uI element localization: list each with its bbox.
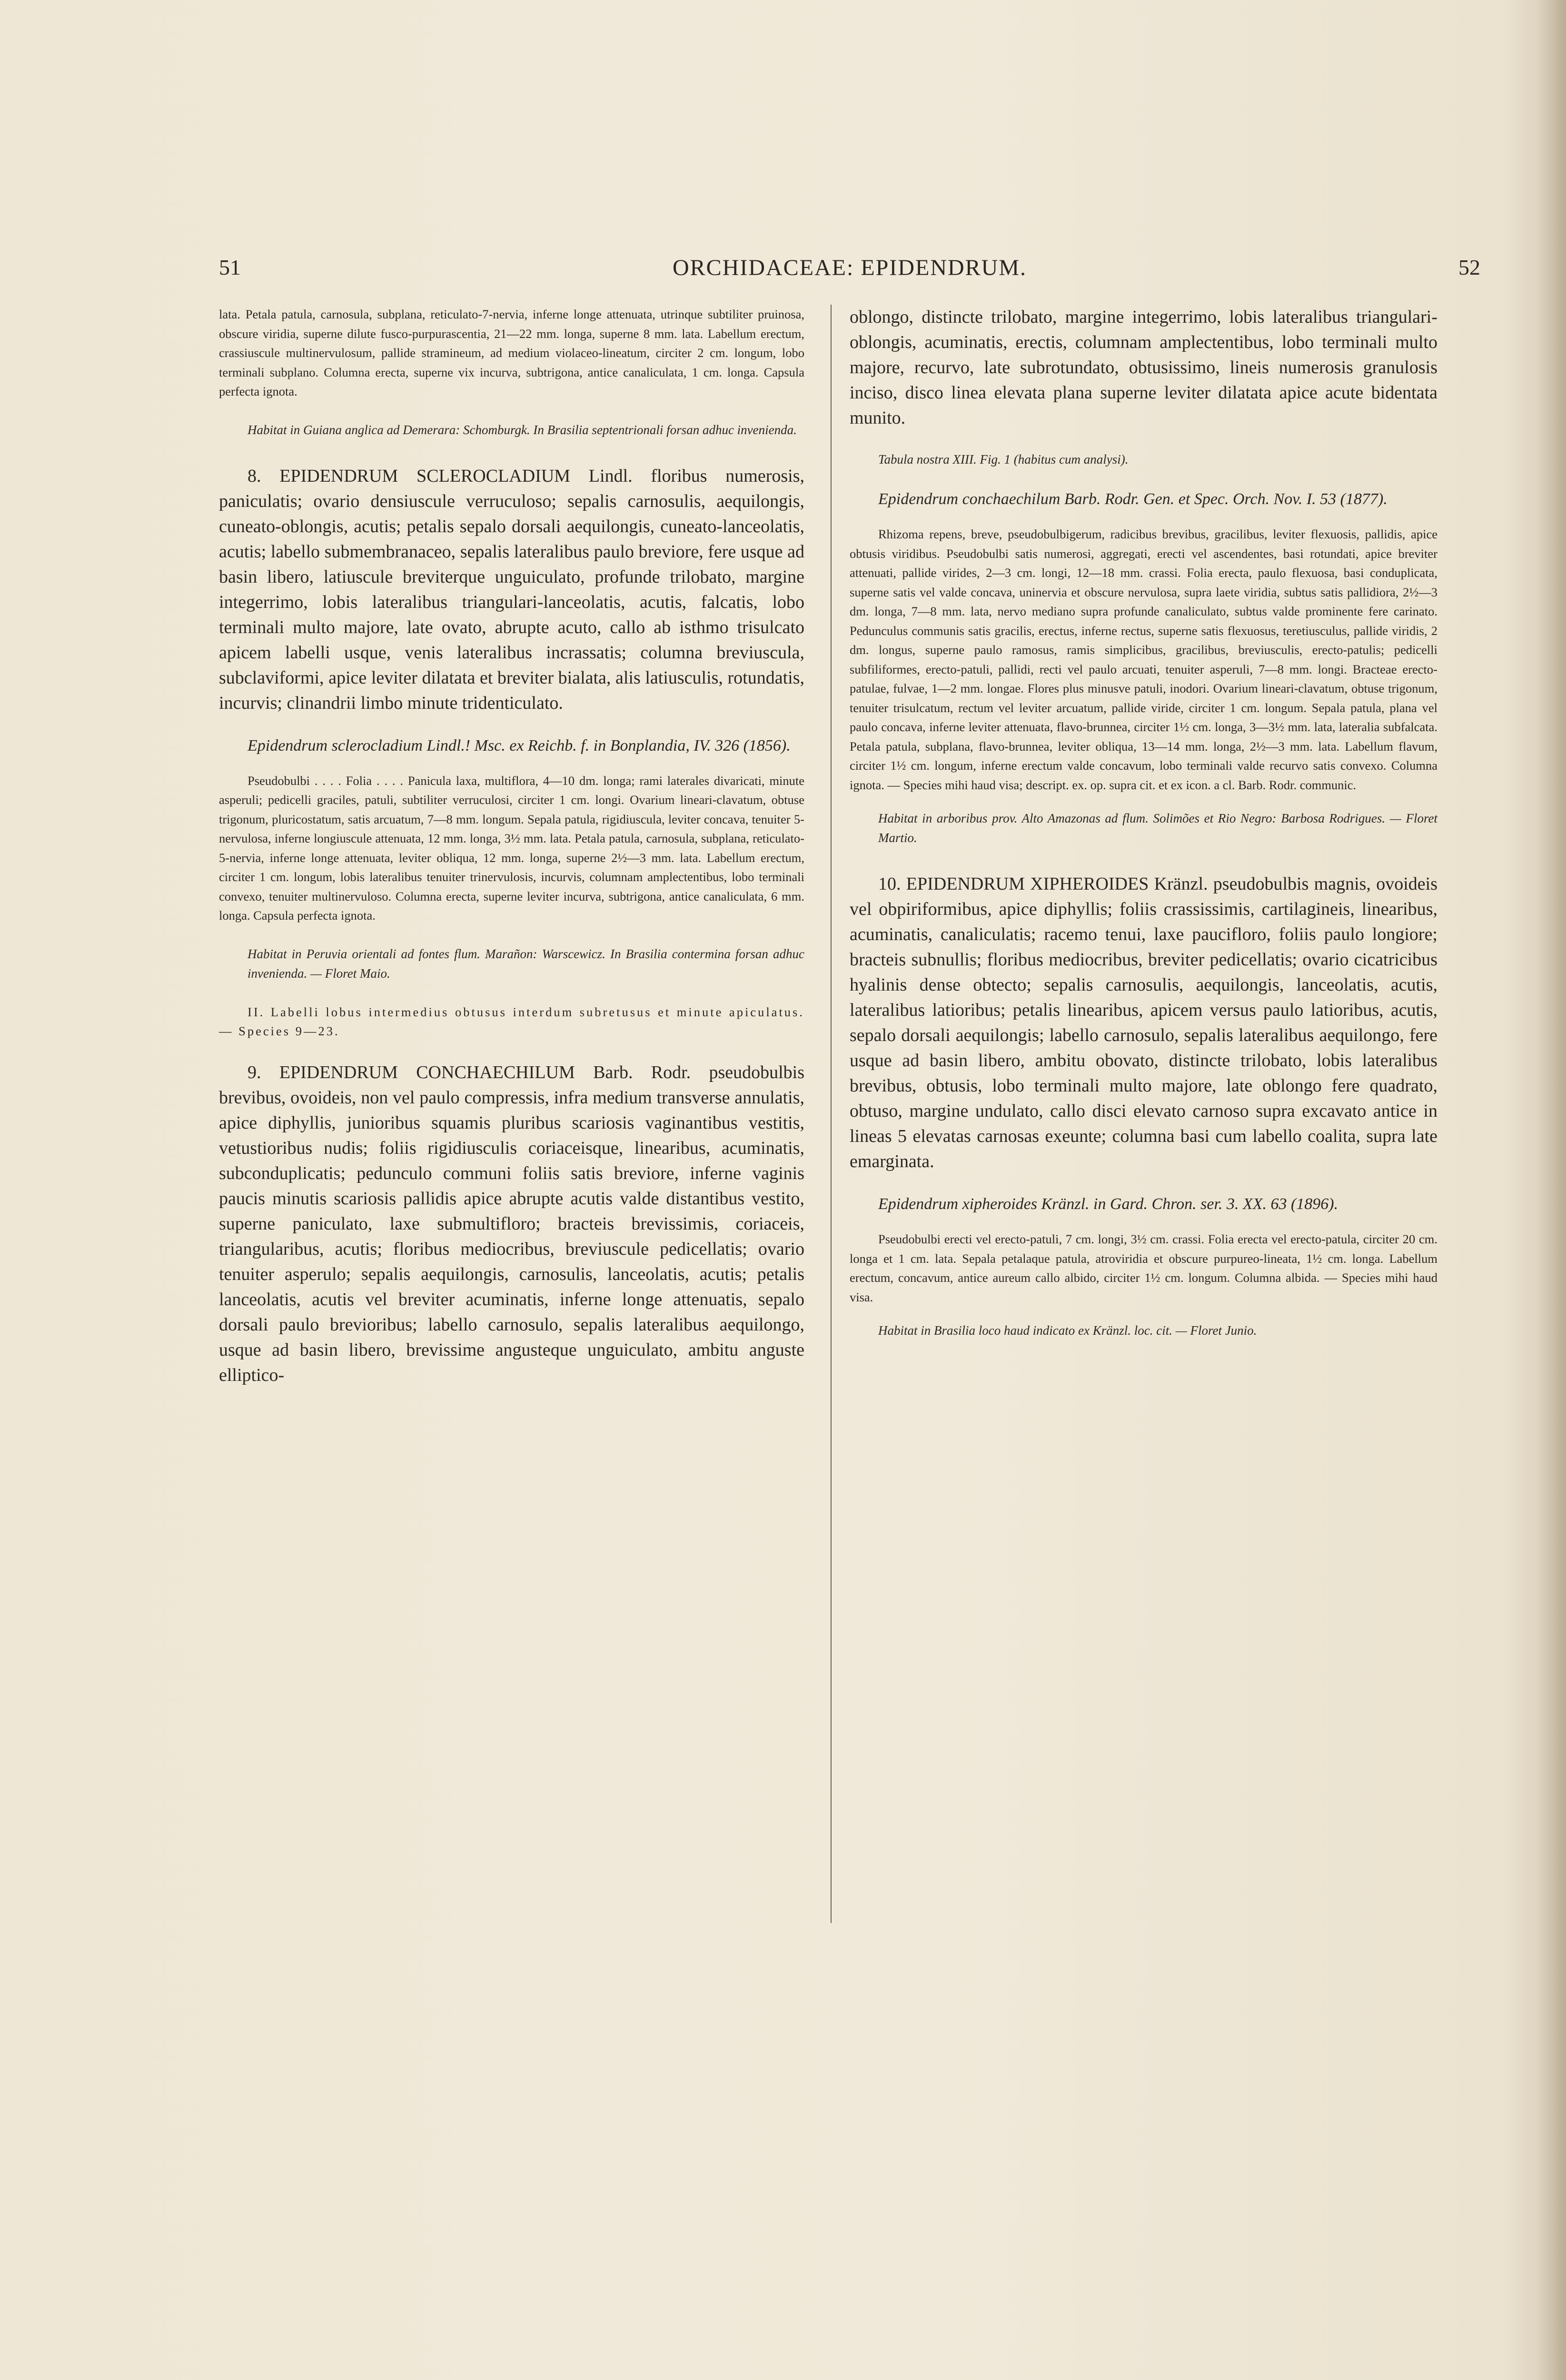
species-9-reference: Epidendrum conchaechilum Barb. Rodr. Gen. et Spec. Orch. Nov. I. 53 (1877). [878,490,1388,508]
species-9-habitat: Habitat in arboribus prov. Alto Amazonas ad flum. Solimões et Rio Negro: Barbosa Rodrigues. — Floret Martio. [878,811,1437,845]
species-8-habitat: Habitat in Peruvia orientali ad fontes flum. Marañon: Warscewicz. In Brasilia contermina forsan adhuc invenienda. — Floret Maio. [248,946,804,981]
running-title: ORCHIDACEAE: EPIDENDRUM. [673,255,1027,280]
species-7-habitat: Habitat in Guiana anglica ad Demerara: Schomburgk. In Brasilia septentrionali forsan adhuc invenienda. [248,422,797,437]
species-10-reference: Epidendrum xipheroides Kränzl. in Gard. Chron. ser. 3. XX. 63 (1896). [878,1195,1338,1213]
species-10-habitat: Habitat in Brasilia loco haud indicato ex Kränzl. loc. cit. — Floret Junio. [878,1323,1257,1338]
section-note: II. Labelli lobus intermedius obtusus interdum subretusus et minute apiculatus. — Species 9—23. [219,1004,804,1038]
species-7-description-end: lata. Petala patula, carnosula, subplana, reticulato-7-nervia, inferne longe attenuata, utrinque subtiliter pruinosa, obscure viridia, superne dilute fusco-purpurascentia, 21—22 mm. longa, superne 8 mm. lata. Labellum erectum, crassiuscule multinervulosum, pallide stramineum, ad medium violaceo-lineatum, circiter 2 cm. longum, lobo terminali subplano. Columna erecta, superne vix incurva, subtrigona, antice canaliculata, 1 cm. longa. Capsula perfecta ignota. [219,307,804,398]
species-10-diagnosis: 10. EPIDENDRUM XIPHEROIDES Kränzl. pseudobulbis magnis, ovoideis vel obpiriformibus, apice diphyllis; foliis crassissimis, cartilagineis, linearibus, acuminatis, canaliculatis; racemo tenui, laxe paucifloro, foliis paulo longiore; bracteis subnullis; floribus mediocribus, breviter pedicellatis; ovario cicatricibus hyalinis dense obtecto; sepalis carnosulis, aequilongis, lanceolatis, acutis, lateralibus latioribus; petalis linearibus, apicem versus paulo latioribus, acutis, sepalo dorsali aequilongis; labello carnosulo, sepalis lateralibus aequilongo, fere usque ad basin libero, ambitu obovato, distincte trilobato, lobis lateralibus brevibus, obtusis, lobo terminali multo majore, late oblongo fere quadrato, obtuso, margine undulato, callo disci elevato carnoso supra excavato antice in lineas 5 elevatas carnosas exeunte; columna basi cum labello coalita, supra late emarginata. [850,874,1437,1171]
page-number-left: 51 [219,255,241,279]
species-9-diagnosis-end: oblongo, distincte trilobato, margine integerrimo, lobis lateralibus triangulari-oblongis, acuminatis, erectis, columnam amplectentibus, lobo terminali multo majore, recurvo, late subrotundato, obtusissimo, lineis numerosis granulosis inciso, disco linea elevata plana superne leviter dilatata apice acute bidentata munito. [850,307,1437,428]
species-10-description: Pseudobulbi erecti vel erecto-patuli, 7 cm. longi, 3½ cm. crassi. Folia erecta vel erecto-patula, circiter 20 cm. longa et 1 cm. lata. Sepala petalaque patula, atroviridia et obscure purpureo-lineata, 1½ cm. longa. Labellum erectum, concavum, antice aureum callo albido, circiter 1½ cm. longum. Columna albida. — Species mihi haud visa. [850,1232,1437,1304]
species-9-description: Rhizoma repens, breve, pseudobulbigerum, radicibus brevibus, gracilibus, leviter flexuosis, pallidis, apice obtusis viridibus. Pseudobulbi satis numerosi, aggregati, erecti vel ascendentes, basi rotundati, apice breviter attenuati, pallide virides, 2—3 cm. longi, 12—18 mm. crassi. Folia erecta, paulo flexuosa, basi conduplicata, superne satis vel valde concava, uninervia et obscure nervulosa, supra laete viridia, subtus satis pallidiora, 2½—3 dm. longa, 7—8 mm. lata, nervo mediano supra profunde canaliculato, subtus valde prominente fere carinato. Pedunculus communis satis gracilis, erectus, inferne rectus, superne satis flexuosus, teretiusculus, pallide viridis, 2 dm. longus, superne paulo ramosus, ramis simplicibus, gracilibus, breviusculis, erecto-patulis; pedicelli subfiliformes, erecto-patuli, pallidi, recti vel paulo arcuati, tenuiter asperuli, 7—8 mm. longi. Bracteae erecto-patulae, fulvae, 1—2 mm. longae. Flores plus minusve patuli, inodori. Ovarium lineari-clavatum, obtuse trigonum, tenuiter trisulcatum, rectum vel leviter arcuatum, pallide viride, circiter 1 cm. longum. Sepala patula, plana vel paulo concava, inferne leviter attenuata, flavo-brunnea, circiter 1½ cm. longa, 3—3½ mm. lata, lateralia subfalcata. Petala patula, subplana, flavo-brunnea, leviter obliqua, 13—14 mm. longa, 2½—3 mm. lata. Labellum flavum, circiter 1½ cm. longum, inferne erectum valde concavum, lobo terminali valde recurvo satis convexo. Columna ignota. — Species mihi haud visa; descript. ex. op. supra cit. et ex icon. a cl. Barb. Rodr. communic. [850,527,1437,792]
left-column [219,305,804,1388]
species-8-description: Pseudobulbi . . . . Folia . . . . Panicula laxa, multiflora, 4—10 dm. longa; rami laterales divaricati, minute asperuli; pedicelli graciles, patuli, subtiliter verruculosi, circiter 1 cm. longi. Ovarium lineari-clavatum, obtuse trigonum, pluricostatum, satis arcuatum, 7—8 mm. longum. Sepala patula, rigidiuscula, leviter concava, tenuiter 5-nervulosa, inferne longiuscule attenuata, 12 mm. longa, 3½ mm. lata. Petala patula, carnosula, subplana, reticulato-5-nervia, inferne longe attenuata, leviter obliqua, 12 mm. longa, superne 2½—3 mm. lata. Labellum erectum, circiter 1 cm. longum, lobis lateralibus tenuiter trinervulosis, incurvis, columnam amplectentibus, lobo terminali convexo, tenuiter multinervuloso. Columna erecta, superne leviter incurva, subtrigona, antice canaliculata, 6 mm. longa. Capsula perfecta ignota. [219,773,804,922]
right-column [850,305,1437,1340]
species-9-diagnosis: 9. EPIDENDRUM CONCHAECHILUM Barb. Rodr. pseudobulbis brevibus, ovoideis, non vel paulo compressis, infra medium transverse annulatis, apice diphyllis, junioribus squamis pluribus scariosis vaginantibus vestitis, vetustioribus nudis; foliis rigidiusculis coriaceisque, linearibus, acuminatis, subconduplicatis; pedunculo communi foliis satis breviore, inferne vaginis paucis minutis scariosis pallidis apice abrupte acutis valde distantibus vestito, superne paniculato, laxe submultifloro; bracteis brevissimis, coriaceis, triangularibus, acutis; floribus mediocribus, breviuscule pedicellatis; ovario tenuiter asperulo; sepalis aequilongis, carnosulis, lanceolatis, acutis; petalis lanceolatis, acutis vel breviter acuminatis, inferne longe attenuatis, sepalo dorsali paulo brevioribus; labello carnosulo, sepalis lateralibus aequilongo, usque ad basin libero, brevissime angusteque unguiculato, ambitu anguste elliptico- [219,1062,804,1385]
page-number-right: 52 [1458,255,1480,279]
column-divider [831,305,832,1923]
page-edge-shadow [1537,0,1566,2380]
species-8-diagnosis: 8. EPIDENDRUM SCLEROCLADIUM Lindl. floribus numerosis, paniculatis; ovario densiuscule verruculoso; sepalis carnosulis, aequilongis, cuneato-oblongis, acutis; petalis sepalo dorsali aequilongis, cuneato-lanceolatis, acutis; labello submembranaceo, sepalis lateralibus paulo breviore, fere usque ad basin libero, latiuscule breviterque unguiculato, profunde trilobato, margine integerrimo, lobis lateralibus triangulari-lanceolatis, acutis, falcatis, lobo terminali multo majore, late ovato, abrupte acuto, callo ab isthmo trisulcato apicem labelli usque, venis lateralibus incrassatis; columna breviuscula, subclaviformi, apice leviter dilatata et breviter bialata, alis latiusculis, rotundatis, incurvis; clinandrii limbo minute tridenticulato. [219,466,804,713]
running-header [219,255,1480,288]
plate-reference: Tabula nostra XIII. Fig. 1 (habitus cum analysi). [878,452,1129,466]
species-8-reference: Epidendrum sclerocladium Lindl.! Msc. ex Reichb. f. in Bonplandia, IV. 326 (1856). [248,736,791,754]
